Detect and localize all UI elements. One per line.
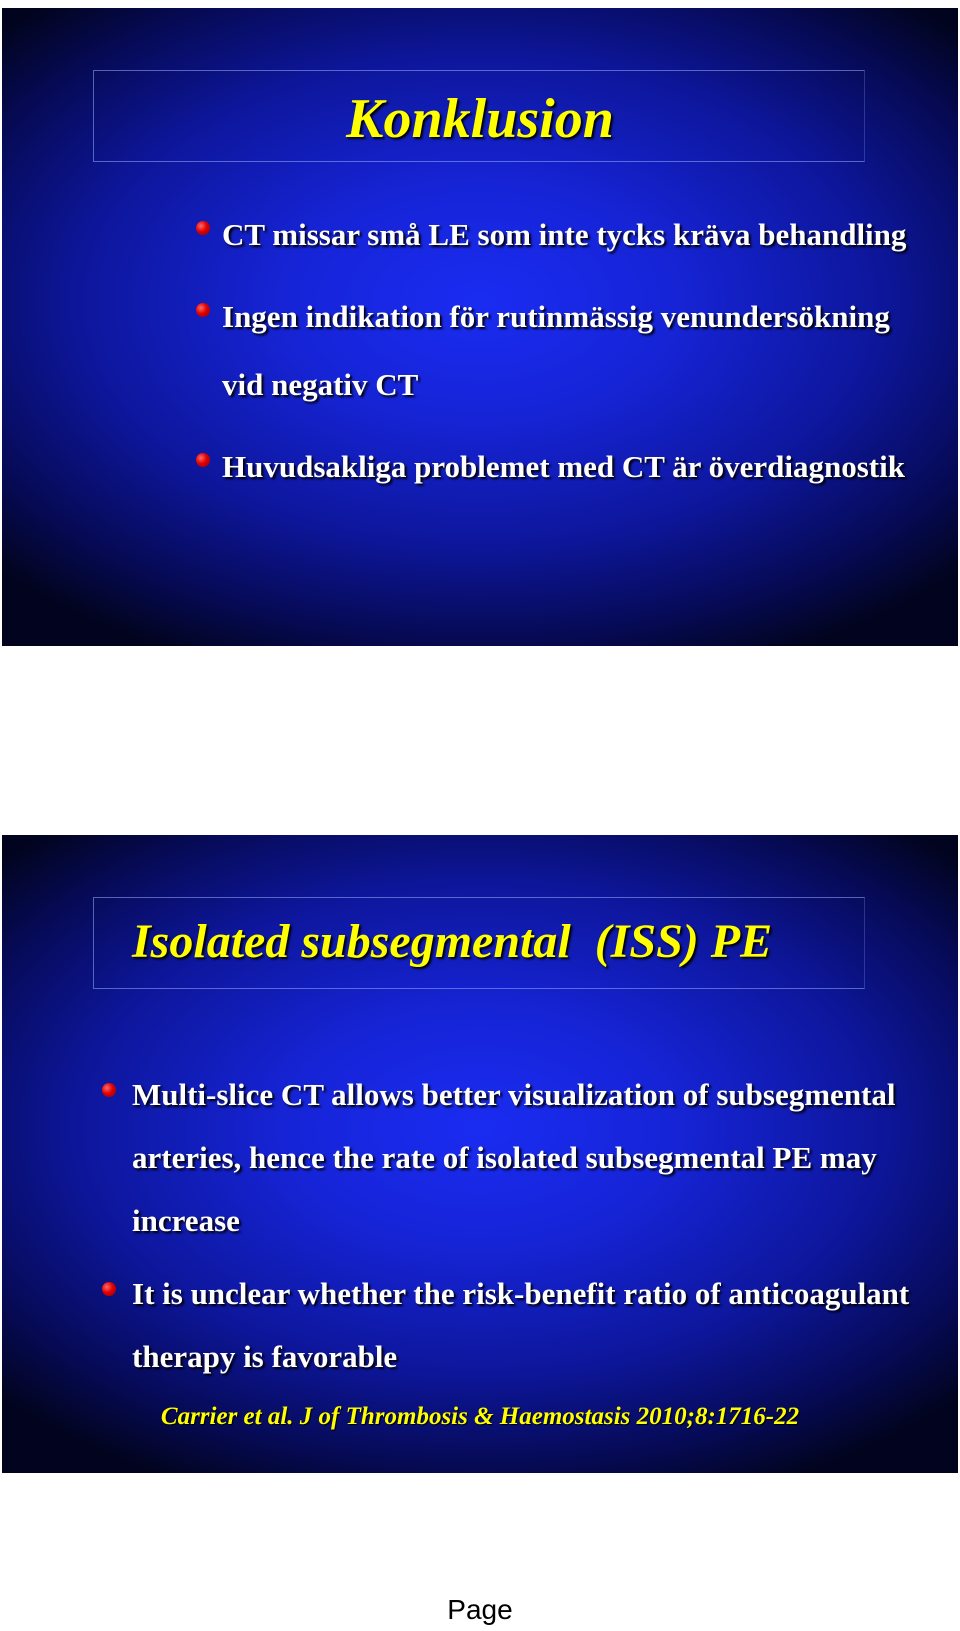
slide-title: Konklusion	[346, 88, 614, 150]
bullet-item	[100, 1063, 920, 1252]
bullet-dot-icon	[196, 221, 210, 235]
citation: Carrier et al. J of Thrombosis & Haemostasis 2010;8:1716-22	[160, 1403, 800, 1430]
bullet-item	[192, 201, 912, 269]
slide-title: Isolated subsegmental (ISS) PE	[132, 915, 773, 968]
bullet-text: It is unclear whether the risk-benefit ratio of anticoagulant therapy is favorable	[132, 1276, 910, 1374]
bullet-text: CT missar små LE som inte tycks kräva behandling	[222, 217, 907, 252]
page-label: Page	[447, 1594, 513, 1625]
bullet-item	[192, 283, 912, 419]
bullet-text: Multi-slice CT allows better visualization of subsegmental arteries, hence the rate of isolated subsegmental PE may increase	[132, 1077, 896, 1238]
bullet-list	[192, 201, 912, 515]
bullet-dot-icon	[102, 1282, 116, 1296]
bullet-item	[192, 433, 912, 501]
slide-konklusion	[2, 8, 958, 646]
bullet-dot-icon	[196, 303, 210, 317]
bullet-list	[100, 1063, 920, 1398]
slide-iss-pe	[2, 835, 958, 1473]
bullet-text: Ingen indikation för rutinmässig venundersökning vid negativ CT	[222, 299, 890, 402]
bullet-dot-icon	[102, 1083, 116, 1097]
bullet-text: Huvudsakliga problemet med CT är överdiagnostik	[222, 449, 905, 484]
bullet-item	[100, 1262, 920, 1388]
bullet-dot-icon	[196, 453, 210, 467]
